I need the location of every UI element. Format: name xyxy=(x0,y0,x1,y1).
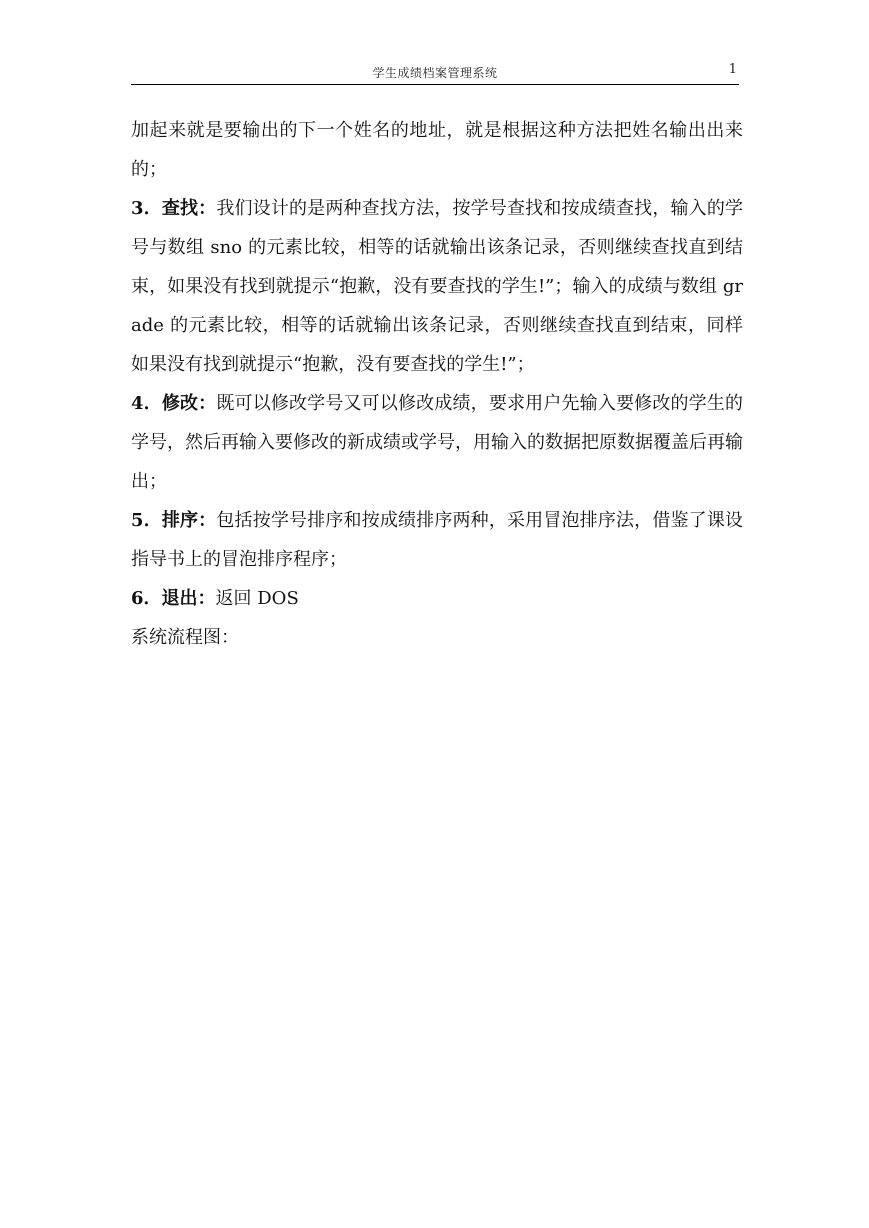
paragraph-text: 既可以修改学号又可以修改成绩，要求用户先输入要修改的学生的学号，然后再输入要修改的新成绩或学号，用输入的数据把原数据覆盖后再输出； xyxy=(131,393,743,492)
page-number: 1 xyxy=(728,62,737,77)
header-title: 学生成绩档案管理系统 xyxy=(372,66,498,80)
paragraph-sort xyxy=(131,501,743,579)
paragraph-text: 系统流程图： xyxy=(131,627,239,648)
paragraph-exit xyxy=(131,579,743,618)
paragraph-text: 加起来就是要输出的下一个姓名的地址，就是根据这种方法把姓名输出出来的； xyxy=(131,120,743,180)
paragraph-text: 返回 DOS xyxy=(215,588,299,609)
document-body xyxy=(131,111,743,657)
paragraph-label: 5．排序： xyxy=(131,510,217,531)
paragraph-label: 6．退出： xyxy=(131,588,216,609)
paragraph-text: 我们设计的是两种查找方法，按学号查找和按成绩查找，输入的学号与数组 sno 的元素比较，相等的话就输出该条记录，否则继续查找直到结束，如果没有找到就提示“抱歉，没有要查找的学生!”；输入的成绩与数组 grade 的元素比较，相等的话就输出该条记录，否则继续查找直到结束，同样如果没有找到就提示“抱歉，没有要查找的学生!”； xyxy=(131,198,743,375)
paragraph-search xyxy=(131,189,743,384)
paragraph-continuation xyxy=(131,111,743,189)
paragraph-label: 4．修改： xyxy=(131,393,217,414)
page-header xyxy=(131,58,739,85)
paragraph-modify xyxy=(131,384,743,501)
paragraph-flowchart-caption xyxy=(131,618,743,657)
paragraph-label: 3．查找： xyxy=(131,198,217,219)
paragraph-text: 包括按学号排序和按成绩排序两种，采用冒泡排序法，借鉴了课设指导书上的冒泡排序程序； xyxy=(131,510,743,570)
